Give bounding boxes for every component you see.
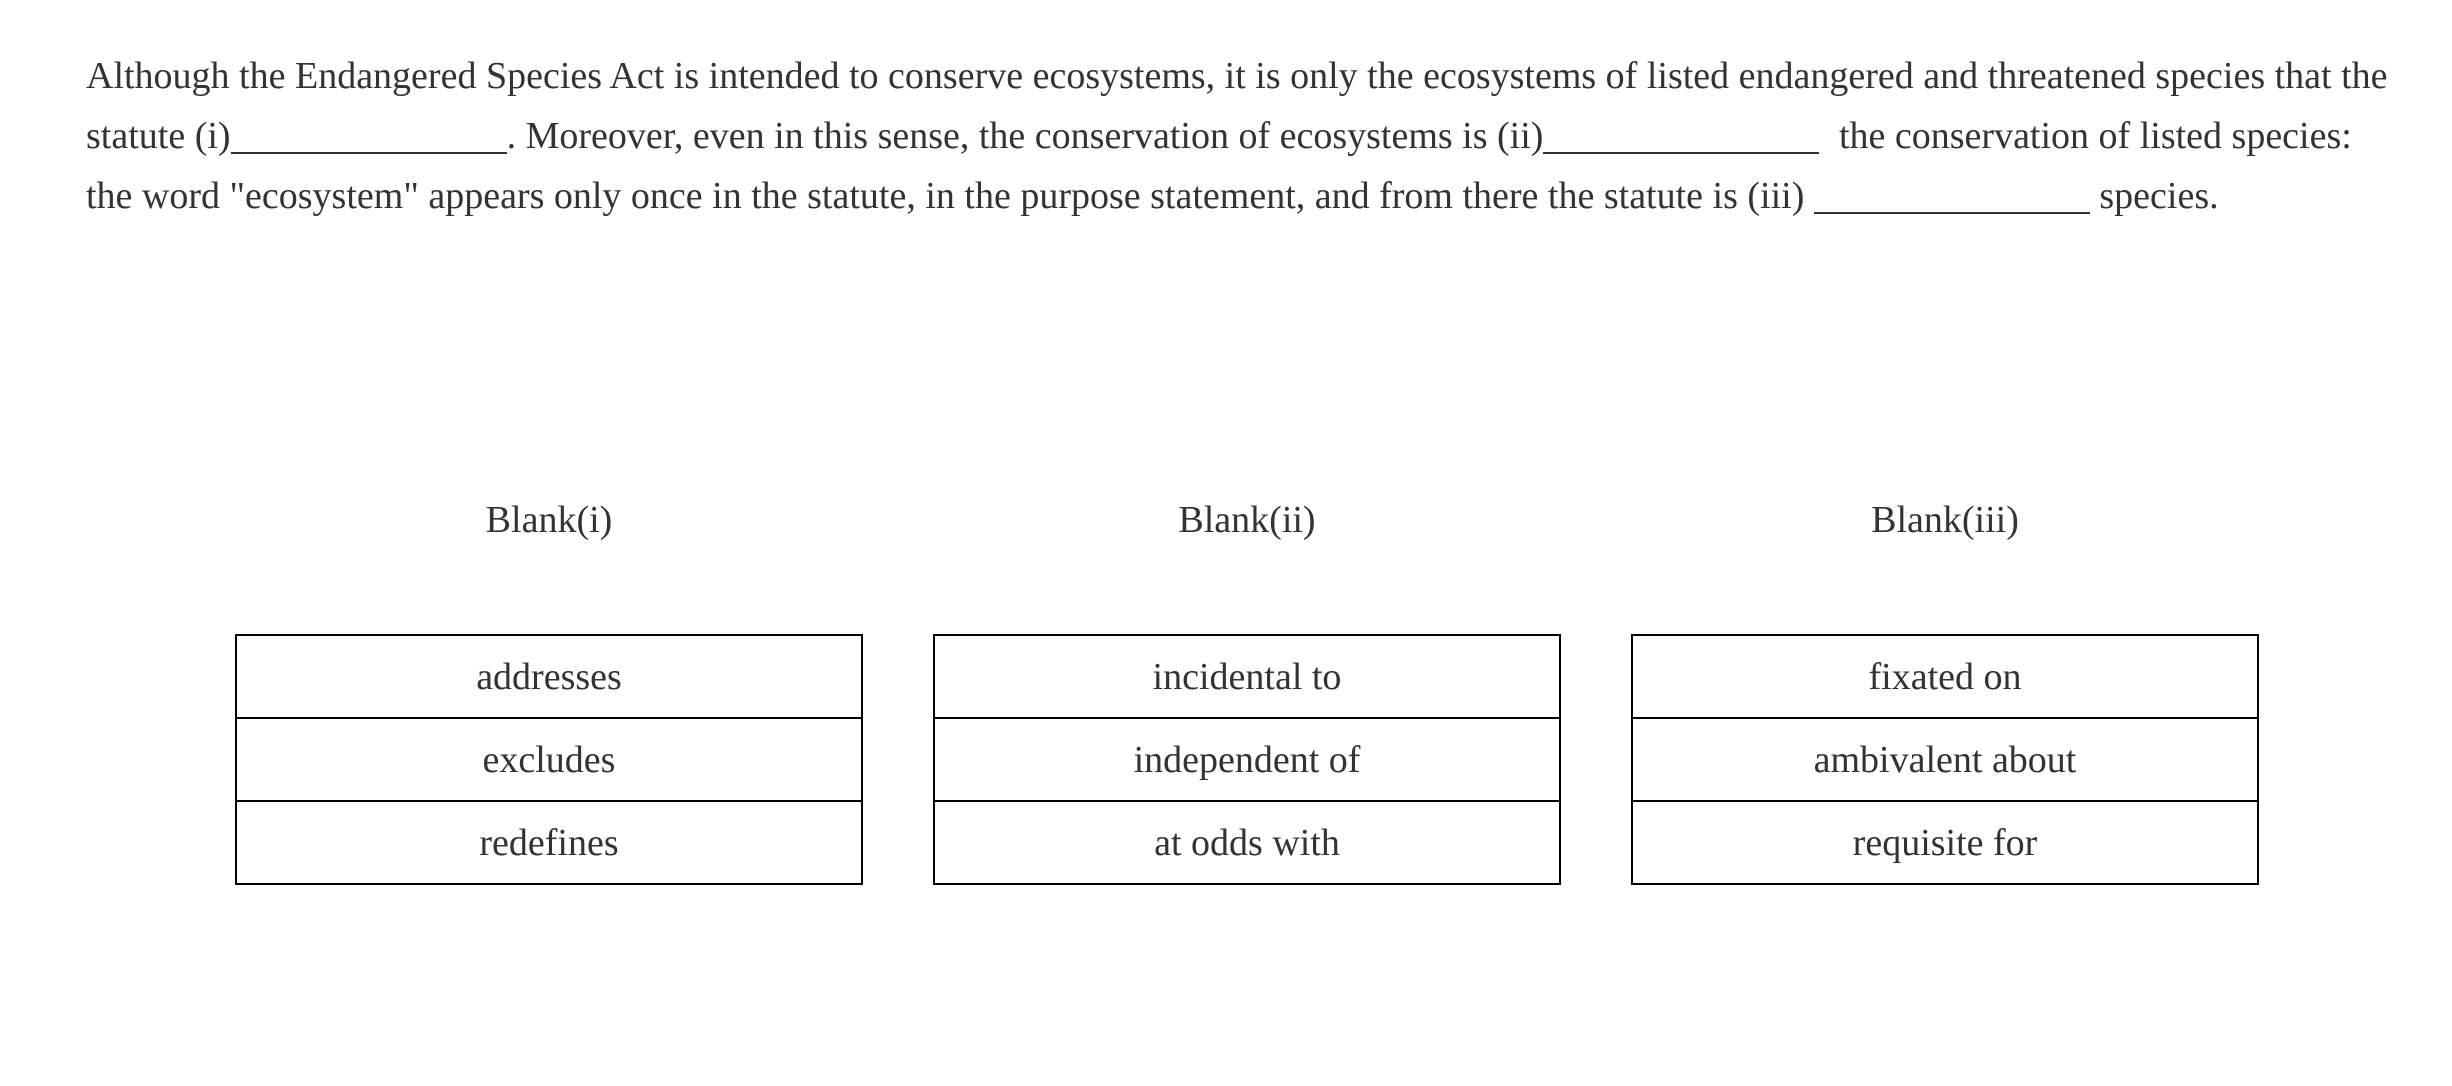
blank-iii-column [1631,490,2259,885]
blank-iii-line [1814,172,2090,214]
blank-i-options [235,634,863,885]
option-addresses[interactable]: addresses [237,636,861,719]
blank-i-title: Blank(i) [485,499,613,541]
option-fixated-on[interactable]: fixated on [1633,636,2257,719]
blank-ii-options [933,634,1561,885]
blank-i-column [235,490,863,885]
answer-choices [235,490,2259,885]
option-requisite-for[interactable]: requisite for [1633,802,2257,883]
option-at-odds-with[interactable]: at odds with [935,802,1559,883]
option-incidental-to[interactable]: incidental to [935,636,1559,719]
blank-ii-line [1543,112,1819,154]
blank-ii-title: Blank(ii) [1178,499,1316,541]
blank-ii-column [933,490,1561,885]
question-part-4: species. [2089,175,2219,217]
question-part-1: Although the Endangered Species Act is intended to conserve ecosystems, it is only the ecosystems of listed endangered and threatened species that the statute (i) [86,55,2388,157]
question-text [86,46,2406,226]
question-part-2: . Moreover, even in this sense, the conservation of ecosystems is (ii) [506,115,1544,157]
blank-iii-options [1631,634,2259,885]
option-excludes[interactable]: excludes [237,719,861,802]
option-ambivalent-about[interactable]: ambivalent about [1633,719,2257,802]
option-redefines[interactable]: redefines [237,802,861,883]
blank-i-line [231,112,507,154]
option-independent-of[interactable]: independent of [935,719,1559,802]
blank-iii-title: Blank(iii) [1871,499,2019,541]
question-part-3: the conservation of listed species: the word "ecosystem" appears only once in the statute, in the purpose statement, and from there the statute is (iii) [86,115,2352,217]
